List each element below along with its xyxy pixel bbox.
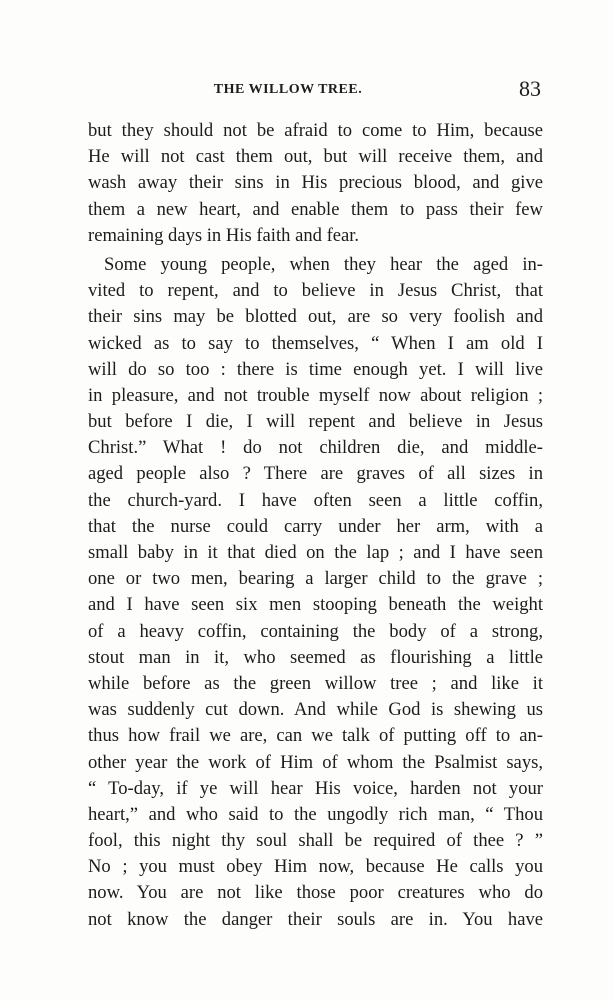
text-line: wash away their sins in His precious blood, and give [88, 172, 543, 194]
body-text [88, 118, 543, 933]
text-line: while before as the green willow tree ; and like it [88, 672, 543, 694]
text-line: not know the danger their souls are in. You have [88, 908, 543, 930]
text-line: thus how frail we are, can we talk of putting off to an- [88, 725, 543, 747]
text-line: will do so too : there is time enough yet. I will live [88, 358, 543, 380]
text-line: was suddenly cut down. And while God is shewing us [88, 699, 543, 721]
text-line: but they should not be afraid to come to Him, because [88, 120, 543, 141]
text-line: He will not cast them out, but will receive them, and [88, 146, 543, 168]
text-line: them a new heart, and enable them to pass their few [88, 198, 543, 220]
text-line: “ To-day, if ye will hear His voice, harden not your [88, 777, 543, 799]
text-line: that the nurse could carry under her arm, with a [88, 515, 543, 537]
text-line: one or two men, bearing a larger child to the grave ; [88, 568, 543, 590]
text-line: fool, this night thy soul shall be required of thee ? ” [88, 830, 543, 852]
text-line: now. You are not like those poor creatures who do [88, 882, 543, 904]
text-line: Christ.” What ! do not children die, and middle- [88, 437, 543, 459]
text-line: other year the work of Him of whom the Psalmist says, [88, 751, 543, 773]
text-line: but before I die, I will repent and believe in Jesus [88, 411, 543, 433]
text-line: their sins may be blotted out, are so very foolish and [88, 306, 543, 328]
text-line: of a heavy coffin, containing the body of a strong, [88, 620, 543, 642]
text-line: heart,” and who said to the ungodly rich man, “ Thou [88, 803, 543, 825]
text-line: in pleasure, and not trouble myself now about religion ; [88, 384, 543, 406]
text-line: remaining days in His faith and fear. [88, 224, 360, 246]
text-line: and I have seen six men stooping beneath the weight [88, 594, 543, 616]
text-line: Some young people, when they hear the aged in- [104, 253, 543, 275]
text-line: aged people also ? There are graves of all sizes in [88, 463, 543, 485]
text-line: stout man in it, who seemed as flourishing a little [88, 646, 543, 668]
text-line: the church-yard. I have often seen a little coffin, [88, 489, 543, 511]
text-line: wicked as to say to themselves, “ When I am old I [88, 332, 543, 354]
running-title: THE WILLOW TREE. [213, 82, 363, 97]
text-line: small baby in it that died on the lap ; and I have seen [88, 542, 543, 563]
text-line: vited to repent, and to believe in Jesus Christ, that [88, 280, 543, 302]
running-head [88, 76, 543, 104]
text-line: No ; you must obey Him now, because He calls you [88, 856, 543, 878]
page-number: 83 [519, 76, 541, 101]
